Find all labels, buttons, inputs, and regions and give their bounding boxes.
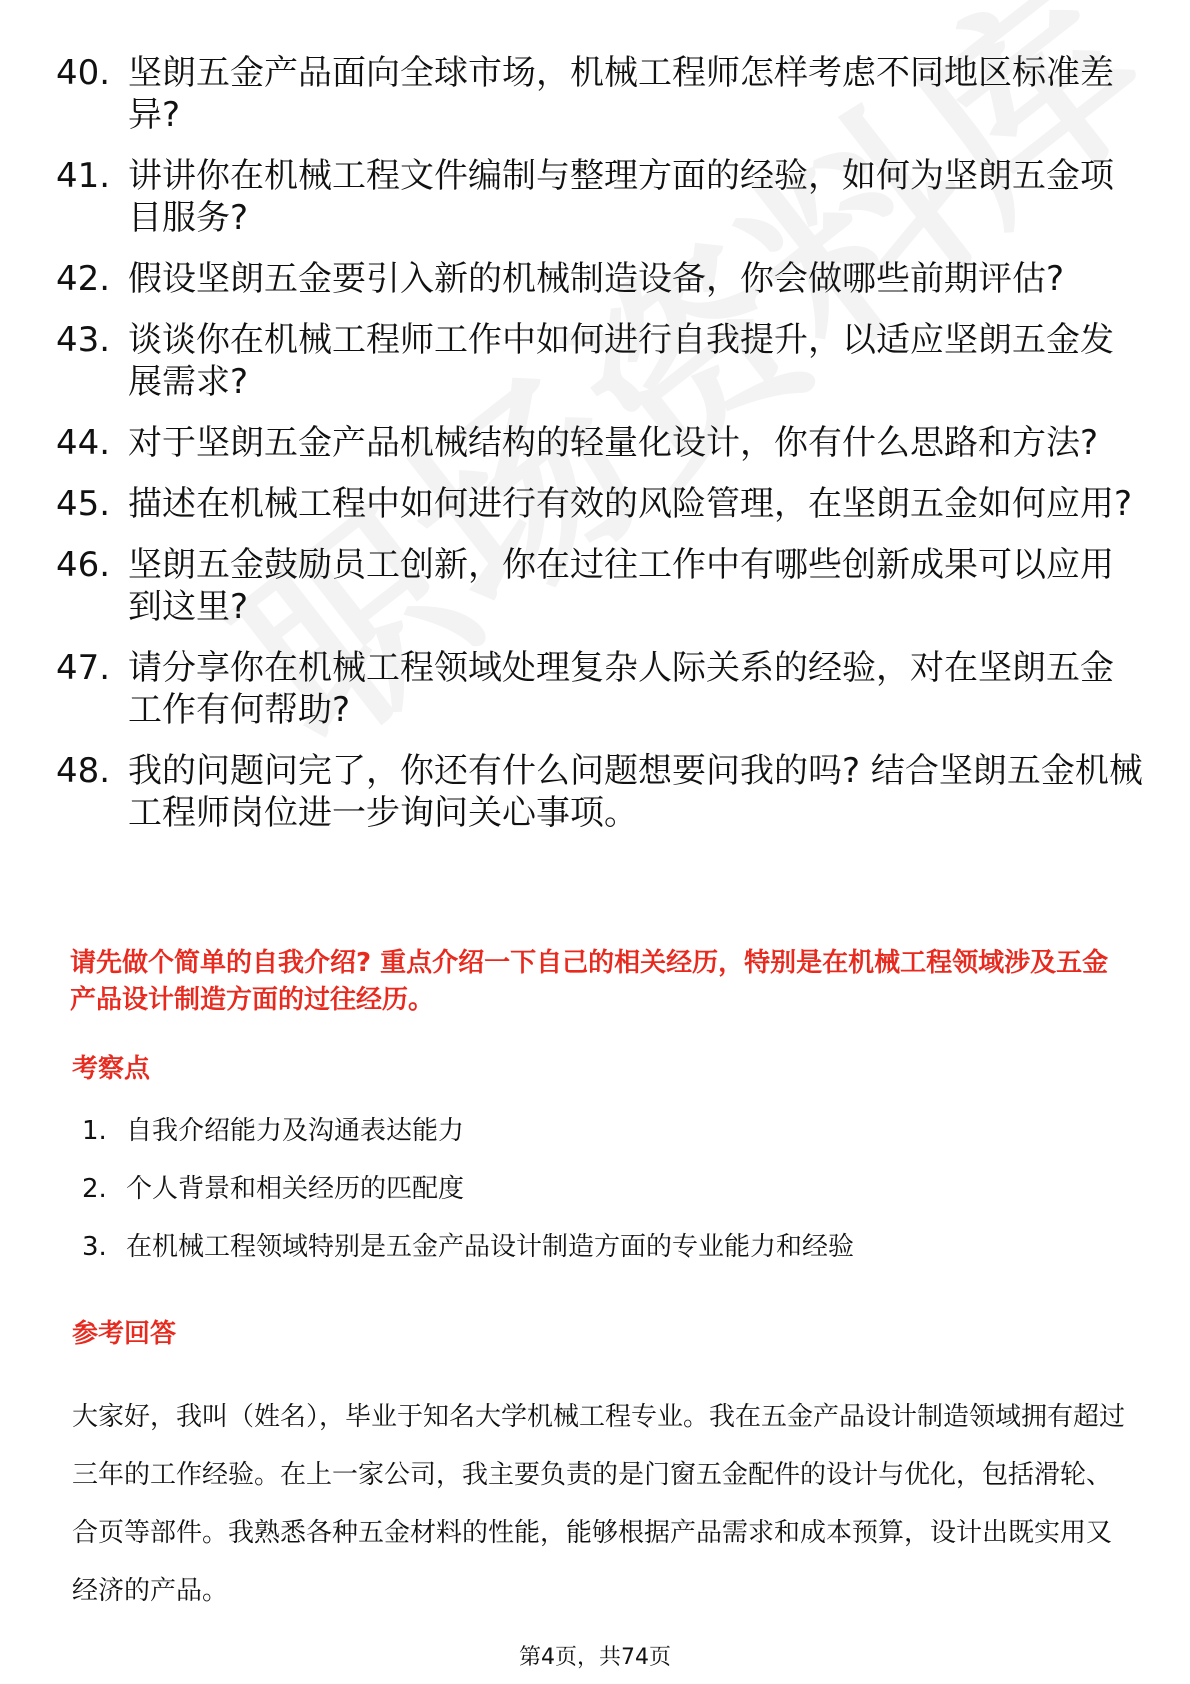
question-number: 43. — [56, 320, 111, 360]
question-number: 47. — [56, 648, 111, 688]
question-number: 41. — [56, 156, 111, 196]
point-number: 1. — [82, 1116, 107, 1146]
point-text: 个人背景和相关经历的匹配度 — [126, 1174, 465, 1204]
points-list — [82, 1113, 854, 1287]
point-item — [82, 1113, 854, 1171]
question-item — [56, 750, 1146, 834]
page-footer: 第4页，共74页 — [519, 1645, 671, 1670]
question-item — [56, 483, 1146, 525]
question-number: 40. — [56, 53, 111, 93]
answer-text: 大家好，我叫（姓名），毕业于知名大学机械工程专业。我在五金产品设计制造领域拥有超过三年的工作经验。在上一家公司，我主要负责的是门窗五金配件的设计与优化，包括滑轮、合页等部件。我熟悉各种五金材料的性能，能够根据产品需求和成本预算，设计出既实用又经济的产品。 — [72, 1402, 1126, 1606]
question-text: 描述在机械工程中如何进行有效的风险管理，在坚朗五金如何应用? — [128, 484, 1133, 524]
question-text: 我的问题问完了，你还有什么问题想要问我的吗? 结合坚朗五金机械工程师岗位进一步询问关心事项。 — [128, 751, 1143, 833]
question-number: 48. — [56, 751, 111, 791]
question-number: 44. — [56, 423, 111, 463]
question-item — [56, 258, 1146, 300]
point-text: 在机械工程领域特别是五金产品设计制造方面的专业能力和经验 — [126, 1232, 855, 1262]
answer-heading: 参考回答 — [72, 1319, 177, 1349]
question-number: 45. — [56, 484, 111, 524]
question-text: 请分享你在机械工程领域处理复杂人际关系的经验，对在坚朗五金工作有何帮助? — [128, 648, 1114, 730]
question-text: 谈谈你在机械工程师工作中如何进行自我提升，以适应坚朗五金发展需求? — [128, 320, 1114, 402]
points-heading: 考察点 — [72, 1054, 151, 1084]
question-text: 坚朗五金产品面向全球市场，机械工程师怎样考虑不同地区标准差异? — [128, 53, 1114, 135]
question-list — [56, 52, 1146, 853]
point-item — [82, 1171, 854, 1229]
highlight-question: 请先做个简单的自我介绍? 重点介绍一下自己的相关经历，特别是在机械工程领域涉及五金产品设计制造方面的过往经历。 — [70, 948, 1109, 1015]
point-number: 2. — [82, 1174, 107, 1204]
question-item — [56, 647, 1146, 731]
question-text: 对于坚朗五金产品机械结构的轻量化设计，你有什么思路和方法? — [128, 423, 1099, 463]
question-number: 46. — [56, 545, 111, 585]
point-text: 自我介绍能力及沟通表达能力 — [126, 1116, 465, 1146]
point-item — [82, 1229, 854, 1287]
question-text: 坚朗五金鼓励员工创新，你在过往工作中有哪些创新成果可以应用到这里? — [128, 545, 1114, 627]
question-item — [56, 319, 1146, 403]
question-item — [56, 544, 1146, 628]
question-text: 讲讲你在机械工程文件编制与整理方面的经验，如何为坚朗五金项目服务? — [128, 156, 1114, 238]
question-text: 假设坚朗五金要引入新的机械制造设备，你会做哪些前期评估? — [128, 259, 1065, 299]
question-number: 42. — [56, 259, 111, 299]
question-item — [56, 155, 1146, 239]
point-number: 3. — [82, 1232, 107, 1262]
question-item — [56, 422, 1146, 464]
question-item — [56, 52, 1146, 136]
